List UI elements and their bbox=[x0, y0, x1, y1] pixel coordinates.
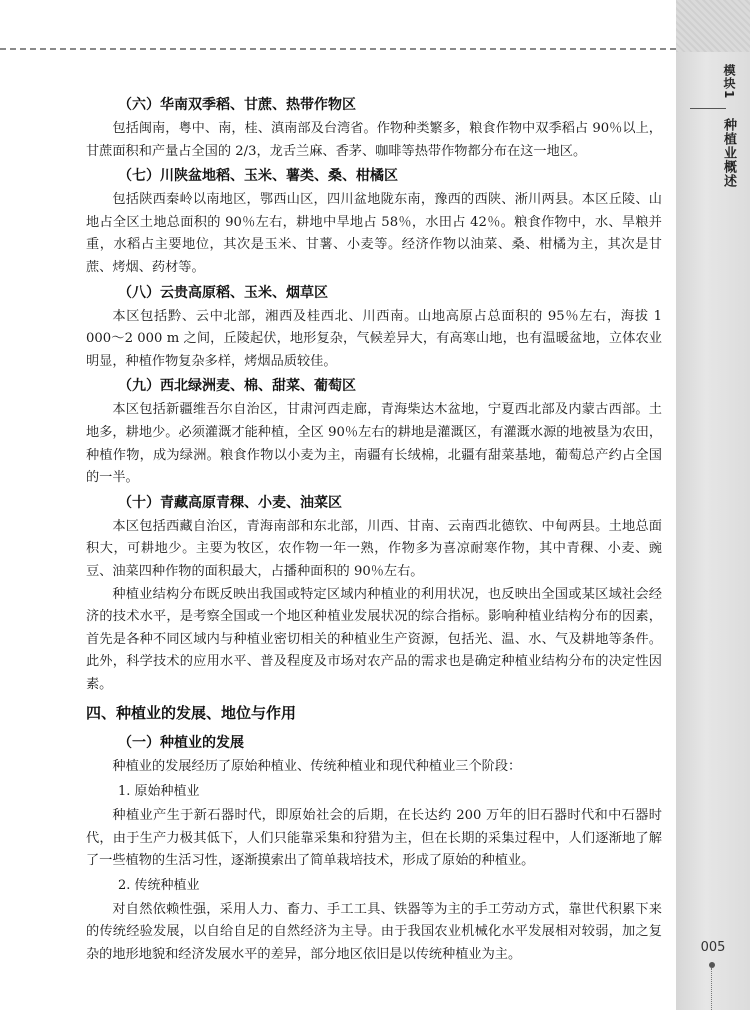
page-number: 005 bbox=[700, 940, 726, 955]
paragraph: 包括陕西秦岭以南地区，鄂西山区，四川盆地陇东南，豫西的西陕、淅川两县。本区丘陵、山地占全区土地总面积的 90％左右，耕地中旱地占 58％，水田占 42％。粮食作物中，水、旱粮并重，水稻占主要地位，其次是玉米、甘薯、小麦等。经济作物以油菜、桑、柑橘为主，其次是甘蔗、烤烟、药材等。 bbox=[86, 192, 662, 275]
page-number-line bbox=[711, 968, 712, 1010]
subsection-heading-1: （一）种植业的发展 bbox=[118, 735, 244, 752]
paragraph: 本区包括黔、云中北部，湘西及桂西北、川西南。山地高原占总面积的 95％左右，海拔 1 000～2 000 m 之间，丘陵起伏，地形复杂，气候差异大，有高寒山地，也有温暖盆地，立体农业明显，种植作物复杂多样，烤烟品质较佳。 bbox=[86, 308, 662, 369]
chapter-title: 种植业概述 bbox=[721, 118, 736, 188]
paragraph: 种植业结构分布既反映出我国或特定区域内种植业的利用状况，也反映出全国或某区域社会经济的技术水平，是考察全国或一个地区种植业发展状况的综合指标。影响种植业结构分布的因素，首先是各种不同区域内与种植业密切相关的种植业生产资源，包括光、温、水、气及耕地等条件。此外，科学技术的应用水平、普及程度及市场对农产品的需求也是确定种植业结构分布的决定性因素。 bbox=[86, 586, 662, 692]
header-dashed-rule bbox=[0, 48, 676, 50]
section-heading-7: （七）川陕盆地稻、玉米、薯类、桑、柑橘区 bbox=[118, 168, 398, 185]
chapter-section-heading-4: 四、种植业的发展、地位与作用 bbox=[86, 704, 297, 723]
paragraph: 对自然依赖性强，采用人力、畜力、手工工具、铁器等为主的手工劳动方式，靠世代积累下来的传统经验发展，以自给自足的自然经济为主导。由于我国农业机械化水平发展相对较弱，加之复杂的地形地貌和经济发展水平的差异，部分地区依旧是以传统种植业为主。 bbox=[86, 901, 662, 963]
section-heading-9: （九）西北绿洲麦、棉、甜菜、葡萄区 bbox=[118, 378, 356, 395]
paragraph: 本区包括新疆维吾尔自治区，甘肃河西走廊，青海柴达木盆地，宁夏西北部及内蒙古西部。土地多，耕地少。必须灌溉才能种植，全区 90％左右的耕地是灌溉区，有灌溉水源的地被垦为农田，种植作物，成为绿洲。粮食作物以小麦为主，南疆有长绒棉，北疆有甜菜基地，葡萄总产约占全国的一半。 bbox=[86, 402, 662, 486]
section-heading-10: （十）青藏高原青稞、小麦、油菜区 bbox=[118, 494, 342, 511]
side-tab-texture bbox=[676, 0, 750, 52]
stage-heading-primitive: 1. 原始种植业 bbox=[118, 784, 200, 800]
module-label: 模块1 bbox=[722, 64, 736, 100]
side-tab-divider bbox=[690, 108, 726, 109]
section-heading-6: （六）华南双季稻、甘蔗、热带作物区 bbox=[118, 97, 356, 113]
page-number-dot bbox=[709, 962, 715, 968]
paragraph: 包括闽南，粤中、南，桂、滇南部及台湾省。作物种类繁多，粮食作物中双季稻占 90％以上，甘蔗面积和产量占全国的 2/3，龙舌兰麻、香茅、咖啡等热带作物都分布在这一地区。 bbox=[86, 121, 662, 159]
page-body bbox=[86, 92, 662, 967]
paragraph: 本区包括西藏自治区，青海南部和东北部，川西、甘南、云南西北德钦、中甸两县。土地总面积大，可耕地少。主要为牧区，农作物一年一熟，作物多为喜凉耐寒作物，其中青稞、小麦、豌豆、油菜四种作物的面积最大，占播种面积的 90％左右。 bbox=[86, 518, 662, 579]
stage-heading-traditional: 2. 传统种植业 bbox=[118, 877, 200, 893]
paragraph: 种植业的发展经历了原始种植业、传统种植业和现代种植业三个阶段： bbox=[112, 759, 522, 775]
paragraph: 种植业产生于新石器时代，即原始社会的后期，在长达约 200 万年的旧石器时代和中石器时代，由于生产力极其低下，人们只能靠采集和狩猎为主，但在长期的采集过程中，人们逐渐地了解了一些植物的生活习性，逐渐摸索出了简单栽培技术，形成了原始的种植业。 bbox=[86, 808, 662, 869]
section-heading-8: （八）云贵高原稻、玉米、烟草区 bbox=[118, 284, 328, 301]
